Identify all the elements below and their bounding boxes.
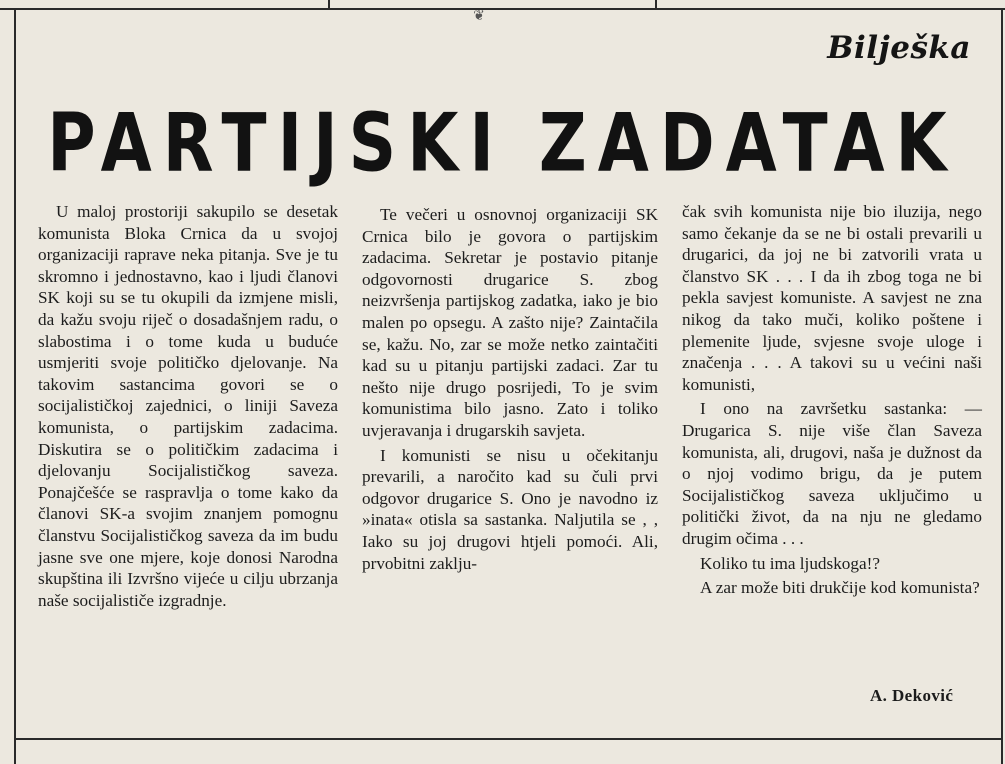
flourish-icon: ❦ [473, 8, 485, 24]
column-notch [328, 0, 330, 8]
paragraph: I ono na završetku sastanka: — Drugarica S. nije više član Saveza komunista, ali, drugovi, naša je dužnost da o njoj vodimo brigu, da je putem Socijalističkog saveza uključimo u politički život, da na nju ne gledamo drugim očima . . . [682, 399, 982, 548]
paragraph: A zar može biti drukčije kod komunista? [700, 578, 980, 598]
author-signature: A. Deković [870, 686, 954, 705]
paragraph: I komunisti se nisu u očekitanju prevarili, a naročito kad su čuli prvi odgovor drugarice S. Ono je navodno iz »inata« otisla sa sastanka. Naljutila se , , Iako su joj drugovi htjeli pomoći. Ali, prvobitni zaklju- [362, 445, 658, 573]
article-column-3 [682, 201, 982, 599]
article-column-1 [38, 201, 338, 611]
top-frame-rule [0, 0, 1005, 10]
paragraph: čak svih komunista nije bio iluzija, nego samo čekanje da se ne bi ostali prevarili u drugarici, da joj ne bi zatvorili vrata u članstvo SK . . . I da ih zbog toga ne bi pekla savjest komuniste. A savjest ne zna nikog da tako muči, koliko poštene i plemenite ljude, svjesne svoje uloge i značenja . . . A takovi su u većini naši komunisti, [682, 202, 982, 394]
section-kicker: Bilješka [827, 30, 971, 66]
paragraph: Koliko tu ima ljudskoga!? [700, 553, 880, 573]
article-headline: PARTIJSKI ZADATAK [47, 96, 958, 190]
paragraph: U maloj prostoriji sakupilo se desetak komunista Bloka Crnica da u svojoj organizaciji raprave neka pitanja. Sve je tu skromno i jednostavno, kao i ljudi članovi SK koji su se tu okupili da izmjene misli, da kažu svoju riječ o dosadašnjem radu, o slabostima i o tome kuda u buduće usmjeriti svoje političko djelovanje. Na takovim sastancima govori se o socijalističkoj zajednici, o liniji Saveza komunista, o partijskim zadacima. Diskutira se o političkim zadacima i djelovanju Socijalističkog saveza. Ponajčešće se raspravlja o tome kako da članovi SK-a svojim znanjem pomognu članstvu Socijalističkog saveza da im budu jasne sve one mjere, koje donosi Narodna skupština ili Izvršno vijeće u cilju ubrzanja naše socijalističe izgradnje. [38, 202, 338, 610]
column-notch [655, 0, 657, 8]
paragraph: Te večeri u osnovnoj organizaciji SK Crnica bilo je govora o partijskim zadacima. Sekretar je postavio pitanje odgovornosti drugarice S. zbog neizvršenja partijskog zadatka, iako je bio malen po opsegu. A zašto nije? Zaintačila se, kažu. No, zar se može netko zaintačiti kad su u pitanju partijski zadaci. Zar tu nešto nije drugo posrijedi, To je svim komunistima bilo jasno. Zato i toliko uvjeravanja i drugarskih savjeta. [362, 205, 658, 440]
bottom-frame-rule [14, 738, 1003, 740]
article-column-2 [362, 204, 658, 574]
